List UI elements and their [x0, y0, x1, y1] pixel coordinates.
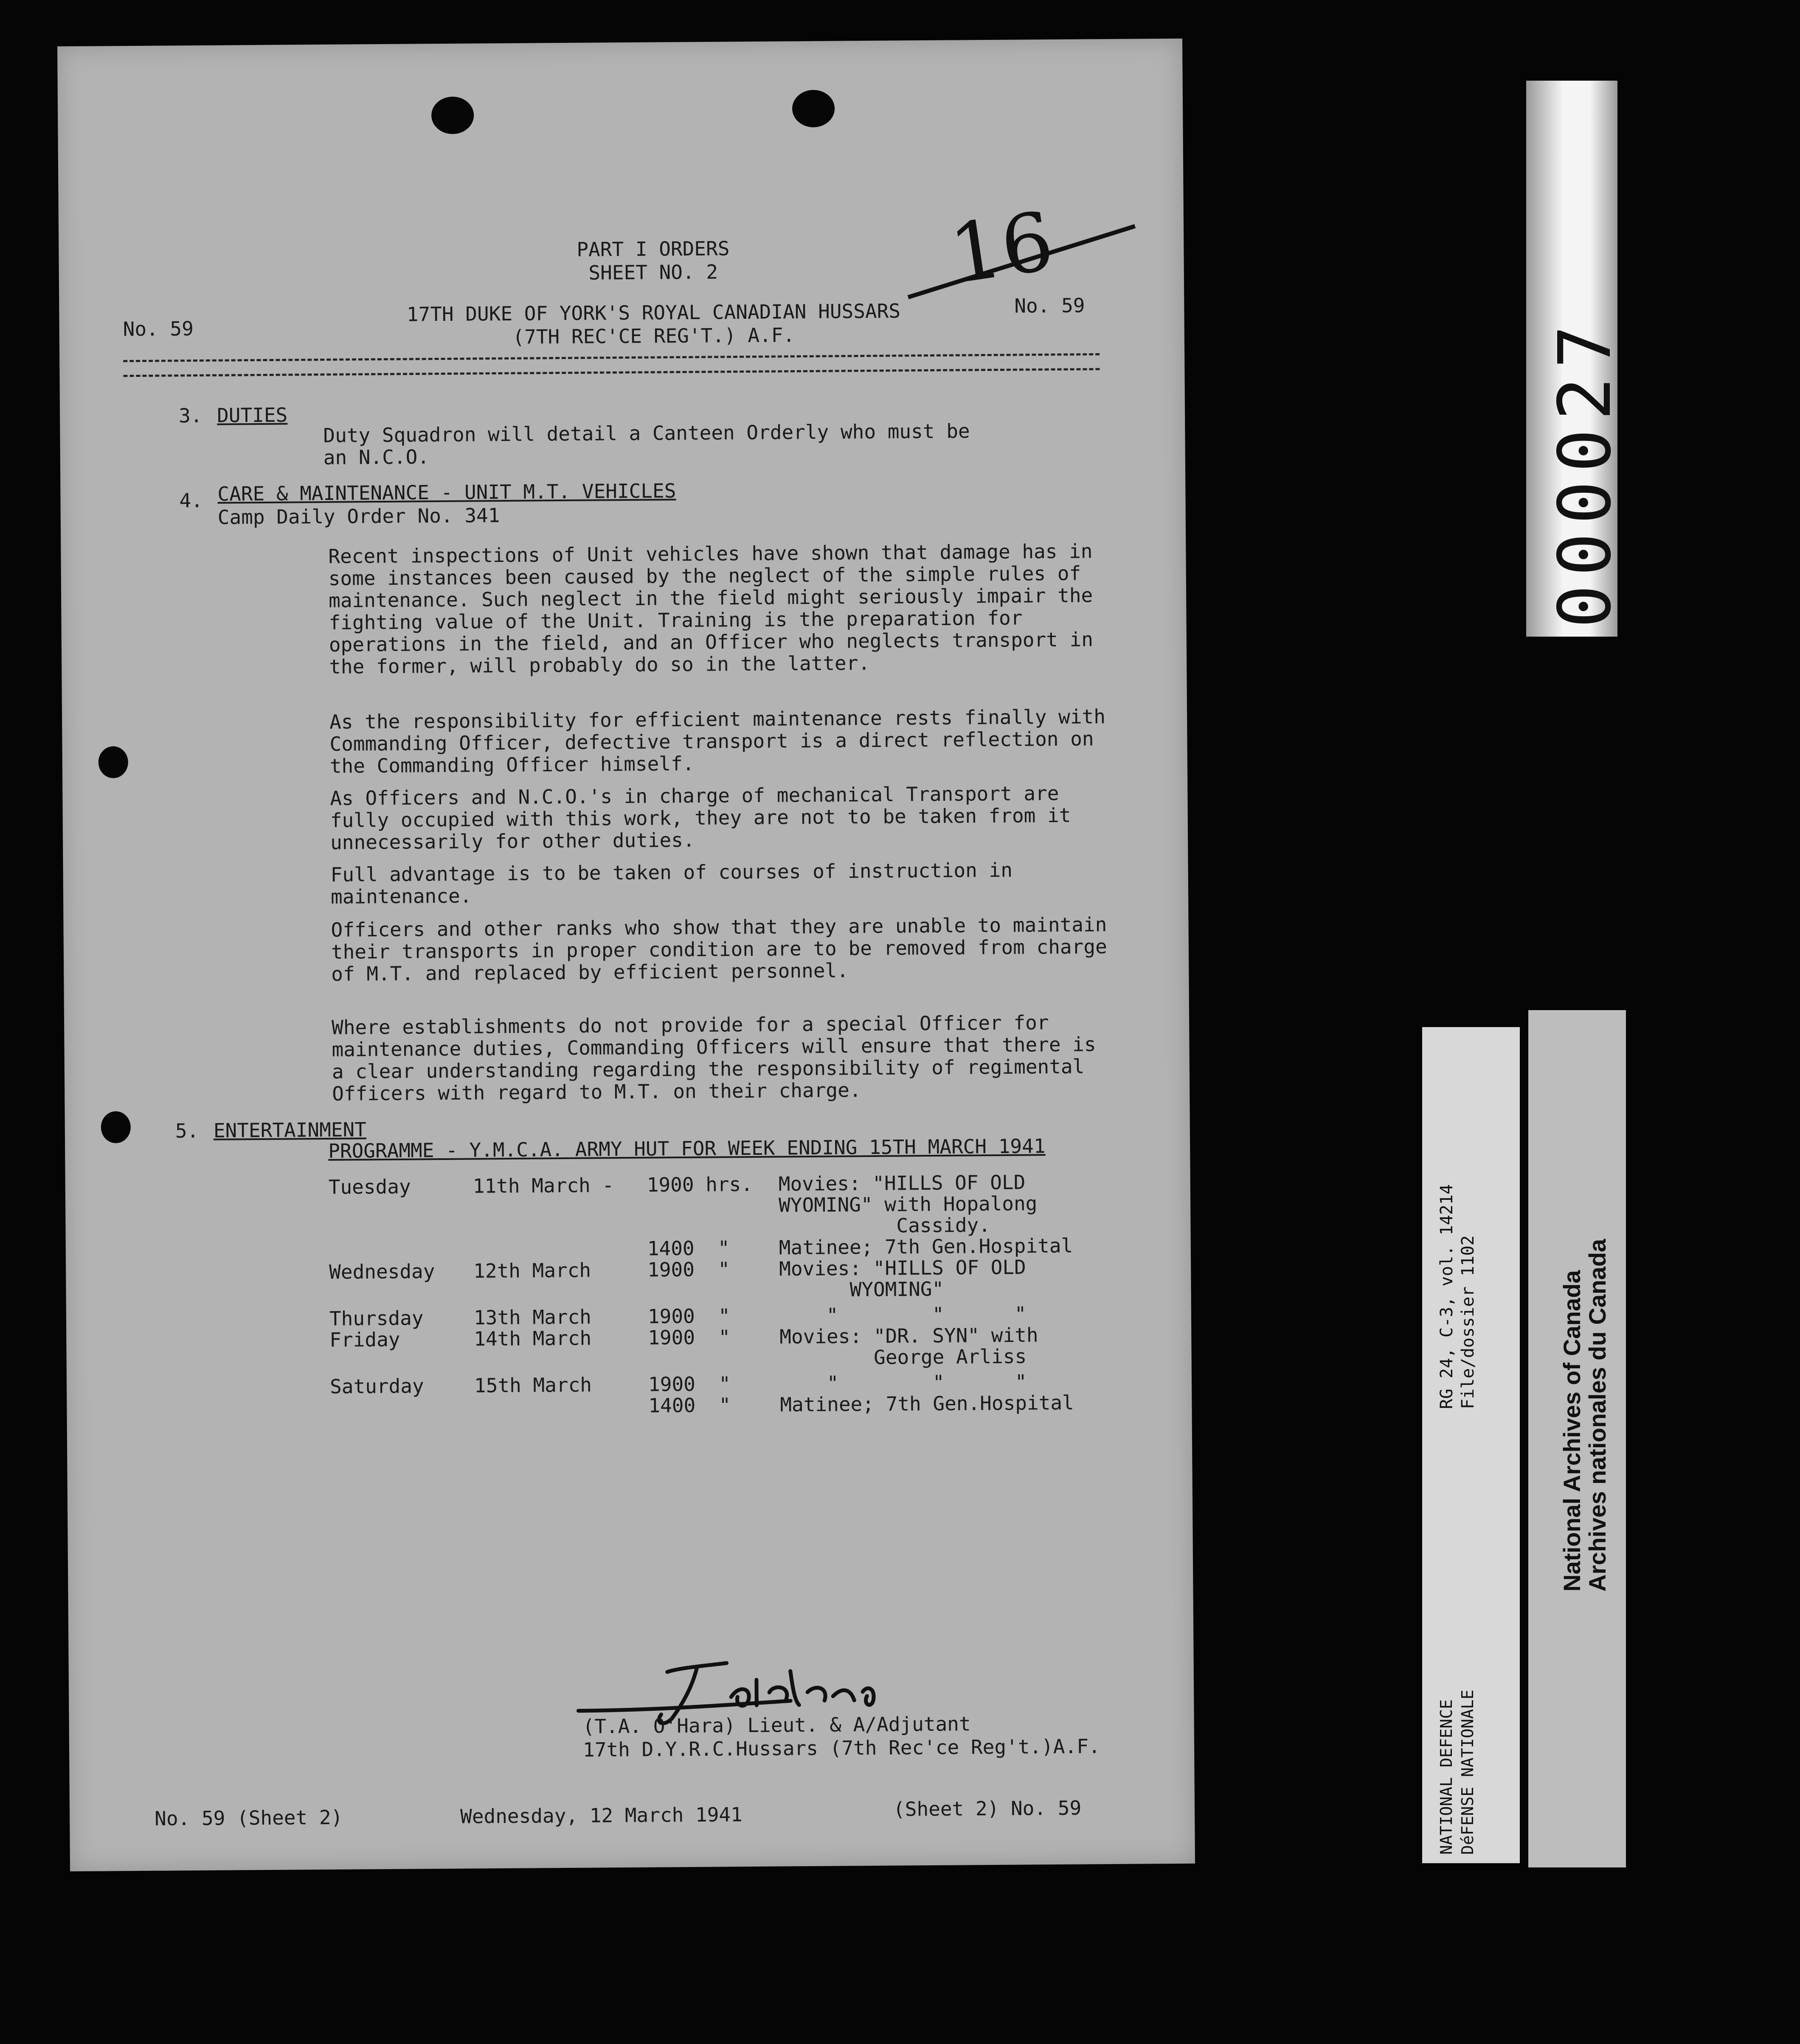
table-row: WYOMING"	[779, 1277, 944, 1302]
footer-date: Wednesday, 12 March 1941	[460, 1803, 743, 1828]
frame-number: 000027	[1543, 316, 1627, 628]
paragraph: Officers and other ranks who show that they are unable to maintain their transports in proper condition are to be removed from charge of M.T. and replaced by efficient personnel.	[331, 913, 1107, 986]
archives-name: Archives nationales du Canada	[1584, 1239, 1611, 1592]
folio-number: 16	[944, 194, 1060, 302]
punch-hole	[431, 96, 474, 134]
section-number: 5.	[175, 1119, 199, 1143]
section-subheading: PROGRAMME - Y.M.C.A. ARMY HUT FOR WEEK ENDING 15TH MARCH 1941	[328, 1134, 1046, 1162]
department-line: DéFENSE NATIONALE	[1458, 1690, 1477, 1855]
signature-line: (T.A. O'Hara) Lieut. & A/Adjutant	[582, 1712, 971, 1738]
punch-hole	[98, 746, 129, 778]
department-line: NATIONAL DEFENCE	[1437, 1699, 1456, 1855]
order-number-right: No. 59	[1014, 294, 1085, 317]
footer-left: No. 59 (Sheet 2)	[154, 1805, 343, 1830]
archives-name: National Archives of Canada	[1558, 1270, 1585, 1592]
document-page	[57, 39, 1195, 1871]
paragraph: Where establishments do not provide for a special Officer for maintenance duties, Commanding Officers will ensure that there is a clear understanding regarding the responsibility of regimental Officers with regard to M.T. on their charge.	[331, 1011, 1096, 1105]
section-heading: DUTIES	[217, 403, 288, 427]
table-row: Cassidy.	[779, 1213, 991, 1238]
archive-reference-label	[1422, 1027, 1520, 1863]
table-row: WYOMING" with Hopalong	[778, 1192, 1038, 1217]
section-subheading: Camp Daily Order No. 341	[217, 504, 500, 529]
punch-hole	[101, 1111, 131, 1143]
header-rule	[123, 353, 1100, 364]
section-body: Duty Squadron will detail a Canteen Orderly who must be an N.C.O.	[323, 419, 970, 469]
section-heading: CARE & MAINTENANCE - UNIT M.T. VEHICLES	[217, 479, 676, 505]
sheet-number: SHEET NO. 2	[588, 260, 718, 284]
table-row: George Arliss	[779, 1345, 1027, 1370]
paragraph: Full advantage is to be taken of courses of instruction in maintenance.	[330, 858, 1013, 908]
header-rule	[123, 368, 1100, 379]
paragraph: Recent inspections of Unit vehicles have shown that damage has in some instances been caused by the neglect of the simple rules of maintenance. Such neglect in the field might seriously impair the fighting value of the Unit. Training is the preparation for operations in the field, and an Officer who neglects transport in the former, will probably do so in the latter.	[328, 539, 1094, 678]
table-row: Wednesday 12th March 1900 " Movies: "HILLS OF OLD	[329, 1255, 1026, 1283]
paragraph: As the responsibility for efficient maintenance rests finally with Commanding Officer, defective transport is a direct reflection on the Commanding Officer himself.	[329, 705, 1106, 778]
signature-line: 17th D.Y.R.C.Hussars (7th Rec'ce Reg't.)A.F.	[582, 1735, 1100, 1761]
reference-line: File/dossier 1102	[1458, 1235, 1478, 1409]
unit-subtitle: (7TH REC'CE REG'T.) A.F.	[512, 323, 795, 348]
paragraph: As Officers and N.C.O.'s in charge of mechanical Transport are fully occupied with this work, they are not to be taken from it unnecessarily for other duties.	[330, 781, 1071, 854]
archives-name-label	[1528, 1010, 1626, 1867]
table-row: Saturday 15th March 1900 " " " "	[329, 1370, 1027, 1398]
reference-line: RG 24, C-3, vol. 14214	[1437, 1184, 1457, 1409]
table-row: Friday 14th March 1900 " Movies: "DR. SYN" with	[329, 1323, 1038, 1351]
punch-hole	[792, 90, 835, 128]
section-heading: ENTERTAINMENT	[213, 1118, 367, 1142]
table-row: 1400 " Matinee; 7th Gen.Hospital	[648, 1391, 1074, 1417]
footer-right: (Sheet 2) No. 59	[893, 1796, 1082, 1821]
part-title: PART I ORDERS	[577, 237, 730, 261]
table-row: Thursday 13th March 1900 " " " "	[329, 1302, 1027, 1330]
section-number: 3.	[178, 404, 202, 427]
table-row: 1400 " Matinee; 7th Gen.Hospital	[647, 1234, 1073, 1260]
unit-name: 17TH DUKE OF YORK'S ROYAL CANADIAN HUSSARS	[406, 299, 901, 326]
frame-counter	[1526, 81, 1627, 637]
table-row: Tuesday 11th March - 1900 hrs. Movies: "HILLS OF OLD	[328, 1171, 1026, 1199]
section-number: 4.	[179, 489, 203, 512]
order-number-left: No. 59	[123, 317, 194, 341]
